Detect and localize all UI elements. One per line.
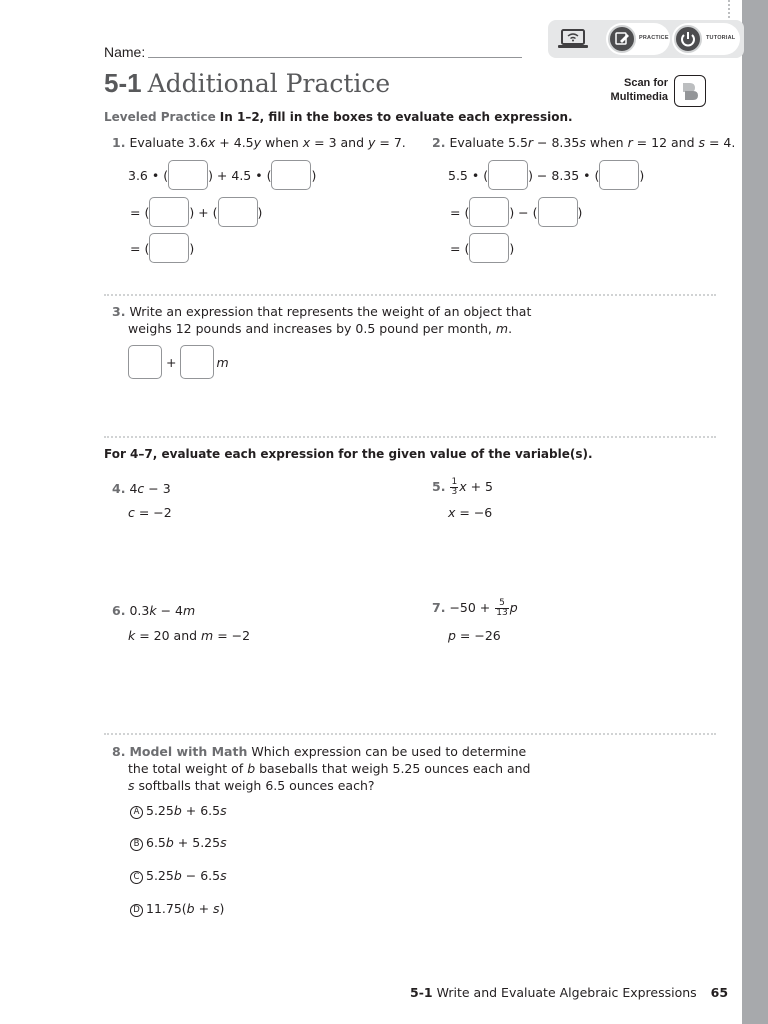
- answer-box[interactable]: [218, 197, 258, 227]
- var: b: [186, 901, 195, 916]
- text: 6.5: [146, 835, 166, 850]
- question-1-line-2: [130, 197, 262, 227]
- answer-box[interactable]: [271, 160, 311, 190]
- text: − 6.5: [181, 868, 221, 883]
- text: 3.6 • (: [128, 167, 169, 183]
- practice-label[interactable]: PRACTICE: [639, 35, 669, 41]
- text: ): [639, 167, 645, 183]
- question-1-prompt: [112, 135, 406, 150]
- text: ) − 8.35 • (: [528, 167, 600, 183]
- text: − 4: [156, 603, 183, 618]
- question-number: 8.: [112, 744, 126, 759]
- question-number: 5.: [432, 479, 446, 494]
- answer-box[interactable]: [168, 160, 208, 190]
- text: baseballs that weigh 5.25 ounces each and: [255, 761, 531, 776]
- var: c: [137, 481, 145, 496]
- question-number: 3.: [112, 304, 126, 319]
- question-3-line-2: [128, 321, 512, 336]
- question-2-line-2: [450, 197, 582, 227]
- var: x: [302, 135, 311, 150]
- var: s: [220, 803, 227, 818]
- var: s: [128, 778, 135, 793]
- text: 5.5 • (: [448, 167, 489, 183]
- leveled-practice-instruction: [104, 110, 573, 124]
- laptop-wifi-icon[interactable]: [558, 28, 588, 50]
- var: s: [220, 835, 227, 850]
- option-a[interactable]: [130, 803, 227, 819]
- digital-toolbar: [548, 20, 744, 58]
- numerator: 5: [495, 599, 508, 609]
- option-d[interactable]: [130, 901, 224, 917]
- answer-box[interactable]: [488, 160, 528, 190]
- question-6-given: [128, 628, 250, 643]
- text: ): [219, 901, 225, 916]
- question-number: 6.: [112, 603, 126, 618]
- text: 5.25: [146, 868, 174, 883]
- question-3-answer: [128, 345, 229, 379]
- text: 5.25: [146, 803, 174, 818]
- option-letter-a[interactable]: A: [130, 806, 143, 819]
- question-4-expression: [112, 481, 171, 496]
- var: x: [459, 479, 467, 494]
- question-1-line-3: [130, 233, 194, 263]
- var: s: [698, 135, 706, 150]
- fraction: [495, 599, 508, 618]
- section-divider: [104, 294, 716, 296]
- question-number: 1.: [112, 135, 126, 150]
- page-number: 65: [710, 985, 729, 1000]
- text: + 6.5: [181, 803, 221, 818]
- question-2-prompt: [432, 135, 735, 150]
- denominator: 3: [451, 487, 458, 497]
- text: = −26: [455, 628, 501, 643]
- var: x: [448, 505, 456, 520]
- text: = (: [450, 240, 470, 256]
- section-divider: [104, 733, 716, 735]
- text: Write an expression that represents the weight of an object that: [129, 304, 532, 319]
- scan-multimedia-icon[interactable]: [674, 75, 706, 107]
- var: m: [495, 321, 509, 336]
- text: 11.75(: [146, 901, 187, 916]
- var: b: [247, 761, 256, 776]
- question-number: 4.: [112, 481, 126, 496]
- page-title: [104, 68, 390, 99]
- text: .: [508, 321, 513, 336]
- question-8-line-3: [128, 778, 375, 793]
- scan-for-multimedia: [604, 76, 668, 104]
- text: = 3 and: [310, 135, 369, 150]
- text: + 5: [466, 479, 493, 494]
- question-5-expression: [432, 478, 493, 497]
- var: s: [579, 135, 586, 150]
- name-line[interactable]: [148, 57, 522, 58]
- text: +: [166, 354, 177, 370]
- text: when: [585, 135, 628, 150]
- var: x: [207, 135, 216, 150]
- scan-line-1: Scan for: [623, 77, 668, 89]
- page-edge-bar: [742, 0, 768, 1024]
- answer-box[interactable]: [469, 197, 509, 227]
- section-divider: [104, 436, 716, 438]
- pencil-icon[interactable]: [608, 25, 636, 53]
- tutorial-label[interactable]: TUTORIAL: [706, 35, 736, 41]
- section-2-instruction: For 4–7, evaluate each expression for the given value of the variable(s).: [104, 447, 593, 461]
- question-2-line-1: [448, 160, 644, 190]
- text: − 8.35: [533, 135, 580, 150]
- text: +: [194, 901, 214, 916]
- power-icon[interactable]: [674, 25, 702, 53]
- answer-box[interactable]: [128, 345, 162, 379]
- text: − 3: [144, 481, 171, 496]
- option-letter-b[interactable]: B: [130, 838, 143, 851]
- text: Evaluate 5.5: [449, 135, 528, 150]
- text: = 4.: [705, 135, 736, 150]
- var: b: [173, 803, 182, 818]
- var: m: [201, 628, 214, 643]
- var: k: [128, 628, 136, 643]
- answer-box[interactable]: [469, 233, 509, 263]
- var: s: [220, 868, 227, 883]
- var: r: [527, 135, 534, 150]
- text: ) − (: [509, 204, 538, 220]
- question-8-line-1: [112, 744, 526, 759]
- numerator: 1: [451, 477, 458, 487]
- name-label: Name:: [104, 44, 146, 60]
- question-number: 7.: [432, 600, 446, 615]
- question-6-expression: [112, 603, 195, 618]
- text: = (: [130, 240, 150, 256]
- text: + 4.5: [215, 135, 254, 150]
- var: m: [216, 354, 229, 370]
- practice-label: Model with Math: [129, 744, 248, 759]
- var: b: [173, 868, 182, 883]
- text: 4: [129, 481, 138, 496]
- text: = −6: [455, 505, 493, 520]
- question-number: 2.: [432, 135, 446, 150]
- text: softballs that weigh 6.5 ounces each?: [134, 778, 375, 793]
- denominator: 13: [496, 608, 508, 618]
- text: −50 +: [449, 600, 495, 615]
- var: p: [509, 600, 518, 615]
- scan-line-2: Multimedia: [610, 91, 668, 103]
- question-4-given: [128, 505, 172, 520]
- option-c[interactable]: [130, 868, 227, 884]
- text: weighs 12 pounds and increases by 0.5 pound per month,: [128, 321, 496, 336]
- answer-box[interactable]: [180, 345, 214, 379]
- option-letter-d[interactable]: D: [130, 904, 143, 917]
- option-b[interactable]: [130, 835, 227, 851]
- fraction: [450, 478, 458, 497]
- text: ): [509, 240, 515, 256]
- question-3-line-1: [112, 304, 531, 319]
- question-8-line-2: [128, 761, 530, 776]
- page-footer: [410, 985, 728, 1000]
- question-5-given: [448, 505, 492, 520]
- question-1-line-1: [128, 160, 316, 190]
- text: = 7.: [375, 135, 406, 150]
- var: s: [213, 901, 220, 916]
- text: + 5.25: [173, 835, 221, 850]
- text: = 20 and: [135, 628, 202, 643]
- text: ): [189, 240, 195, 256]
- text: Which expression can be used to determine: [247, 744, 527, 759]
- footer-title: Write and Evaluate Algebraic Expressions: [436, 985, 697, 1000]
- text: = 12 and: [632, 135, 699, 150]
- text: = −2: [134, 505, 172, 520]
- instruction-text: In 1–2, fill in the boxes to evaluate each expression.: [219, 110, 573, 124]
- text: the total weight of: [128, 761, 248, 776]
- text: 0.3: [129, 603, 150, 618]
- text: = (: [130, 204, 150, 220]
- answer-box[interactable]: [149, 197, 189, 227]
- leveled-practice-label: Leveled Practice: [104, 110, 216, 124]
- answer-box[interactable]: [538, 197, 578, 227]
- text: ): [257, 204, 263, 220]
- lesson-title: Additional Practice: [147, 69, 391, 98]
- var: m: [182, 603, 196, 618]
- text: ): [577, 204, 583, 220]
- var: p: [448, 628, 456, 643]
- text: Evaluate 3.6: [129, 135, 208, 150]
- var: c: [128, 505, 135, 520]
- text: = −2: [213, 628, 251, 643]
- var: k: [149, 603, 157, 618]
- answer-box[interactable]: [599, 160, 639, 190]
- footer-lesson: 5-1: [410, 985, 433, 1000]
- question-7-expression: [432, 599, 518, 618]
- text: ) + (: [189, 204, 218, 220]
- option-letter-c[interactable]: C: [130, 871, 143, 884]
- text: ) + 4.5 • (: [208, 167, 272, 183]
- var: b: [165, 835, 174, 850]
- var: r: [627, 135, 633, 150]
- var: y: [253, 135, 262, 150]
- lesson-number: 5-1: [104, 68, 142, 98]
- text: when: [261, 135, 303, 150]
- question-2-line-3: [450, 233, 514, 263]
- question-7-given: [448, 628, 501, 643]
- answer-box[interactable]: [149, 233, 189, 263]
- text: = (: [450, 204, 470, 220]
- text: ): [311, 167, 317, 183]
- top-dotted-rule: [728, 0, 730, 18]
- name-row: [104, 44, 524, 62]
- var: y: [368, 135, 376, 150]
